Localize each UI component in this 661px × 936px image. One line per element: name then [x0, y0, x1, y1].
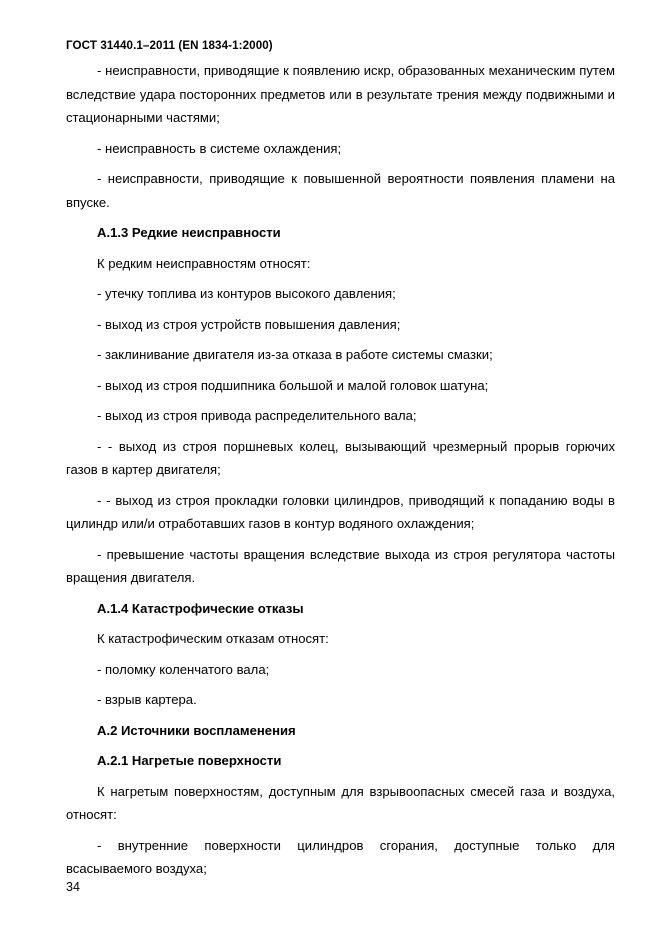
list-item-paragraph: - неисправности, приводящие к повышенной вероятности появления пламени на впуске.: [66, 171, 615, 210]
list-item: - заклинивание двигателя из-за отказа в работе системы смазки;: [97, 347, 493, 362]
section-heading: А.1.4 Катастрофические отказы: [97, 600, 304, 616]
list-item-paragraph: - - выход из строя прокладки головки цилиндров, приводящий к попаданию воды в цилиндр или/и отработавших газов в контур водяного охлаждения;: [66, 492, 615, 531]
list-item-paragraph: - - выход из строя поршневых колец, вызывающий чрезмерный прорыв горючих газов в картер двигателя;: [66, 438, 615, 477]
subsection-heading: А.2.1 Нагретые поверхности: [97, 753, 282, 768]
page-number: 34: [66, 880, 80, 894]
section-heading: А.1.3 Редкие неисправности: [97, 225, 281, 240]
list-item: - утечку топлива из контуров высокого давления;: [97, 286, 396, 301]
list-item: - выход из строя устройств повышения давления;: [97, 316, 401, 332]
document-header: ГОСТ 31440.1–2011 (EN 1834-1:2000): [66, 39, 273, 52]
section-intro: К редким неисправностям относят:: [97, 255, 311, 271]
paragraph: К нагретым поверхностям, доступным для взрывоопасных смесей газа и воздуха, относят:: [66, 783, 615, 822]
document-body: [66, 59, 615, 881]
section-heading: А.2 Источники воспламенения: [97, 722, 296, 738]
list-item-paragraph: - внутренние поверхности цилиндров сгорания, доступные только для всасываемого воздуха;: [66, 837, 615, 876]
list-item: - выход из строя привода распределительного вала;: [97, 408, 417, 423]
list-item-paragraph: - неисправности, приводящие к появлению искр, образованных механическим путем вследствие удара посторонних предметов или в результате трения между подвижными и стационарными частями;: [66, 63, 615, 125]
list-item: - неисправность в системе охлаждения;: [97, 140, 342, 156]
list-item-paragraph: - превышение частоты вращения вследствие выхода из строя регулятора частоты вращения двигателя.: [66, 546, 615, 585]
section-intro: К катастрофическим отказам относят:: [97, 631, 329, 646]
list-item: - поломку коленчатого вала;: [97, 661, 270, 677]
list-item: - взрыв картера.: [97, 692, 197, 707]
list-item: - выход из строя подшипника большой и малой головок шатуна;: [97, 377, 489, 393]
